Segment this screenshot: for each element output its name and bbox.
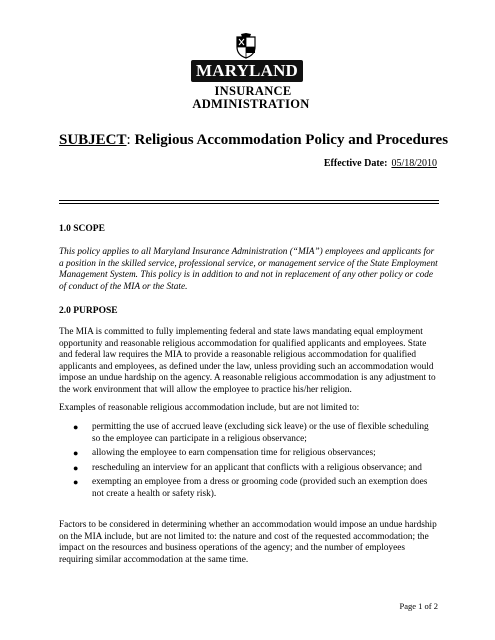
logo-line-insurance: INSURANCE	[214, 84, 292, 98]
list-item-text: allowing the employee to earn compensation time for religious observances;	[92, 448, 376, 459]
examples-list	[59, 422, 439, 504]
bullet-icon: ●	[73, 448, 79, 459]
subject-title: Religious Accommodation Policy and Procedures	[134, 132, 449, 148]
list-item	[59, 477, 439, 500]
examples-intro: Examples of reasonable religious accommodation include, but are not limited to:	[59, 403, 360, 413]
effective-date-value: 05/18/2010	[391, 158, 437, 169]
effective-date-label: Effective Date:	[323, 158, 388, 169]
list-item-text: rescheduling an interview for an applicant that conflicts with a religious observance; and	[92, 462, 422, 473]
page-number: Page 1 of 2	[399, 601, 438, 611]
bullet-icon: ●	[73, 477, 79, 488]
list-item	[59, 463, 439, 475]
purpose-heading: 2.0 PURPOSE	[59, 306, 118, 316]
divider-rule-bottom	[59, 203, 439, 204]
list-item-text: permitting the use of accrued leave (excluding sick leave) or the use of flexible scheduling so the employee can participate in a religious observance;	[92, 422, 429, 444]
bullet-icon: ●	[73, 462, 79, 473]
effective-date-line	[324, 158, 437, 169]
scope-text: This policy applies to all Maryland Insurance Administration (“MIA”) employees and applicants for a position in the skilled service, professional service, or management service of the State Employment Management System. This policy is in addition to and not in replacement of any other policy or code of conduct of the MIA or the State.	[59, 247, 438, 292]
purpose-text: The MIA is committed to fully implementing federal and state laws mandating equal employment opportunity and reasonable religious accommodation for qualified applicants and employees. State and federal law requires the MIA to provide a reasonable religious accommodation for qualified applicants and employees, as defined under the law, unless providing such an accommodation would impose an undue hardship on the agency. A reasonable religious accommodation is any adjustment to the work environment that will allow the employee to practice his/her religion.	[59, 327, 436, 395]
factors-text: Factors to be considered in determining whether an accommodation would impose an undue hardship on the MIA include, but are not limited to: the nature and cost of the requested accommodation; the impact on the resources and business operations of the agency; and the number of employees requiring similar accommodation at the same time.	[59, 520, 437, 565]
list-item	[59, 448, 439, 460]
subject-colon: :	[126, 132, 131, 148]
list-item-text: exempting an employee from a dress or grooming code (provided such an exemption does not create a health or safety risk).	[92, 477, 428, 499]
scope-heading: 1.0 SCOPE	[59, 224, 105, 234]
bullet-icon: ●	[73, 422, 79, 432]
list-item	[59, 422, 439, 445]
logo-wordmark: MARYLAND	[191, 60, 303, 82]
divider-rule-top	[59, 200, 439, 201]
subject-line	[59, 132, 448, 149]
logo-line-administration: ADMINISTRATION	[192, 97, 310, 111]
mia-logo	[186, 33, 316, 113]
maryland-seal-icon	[234, 33, 258, 59]
subject-label: SUBJECT	[59, 132, 127, 148]
